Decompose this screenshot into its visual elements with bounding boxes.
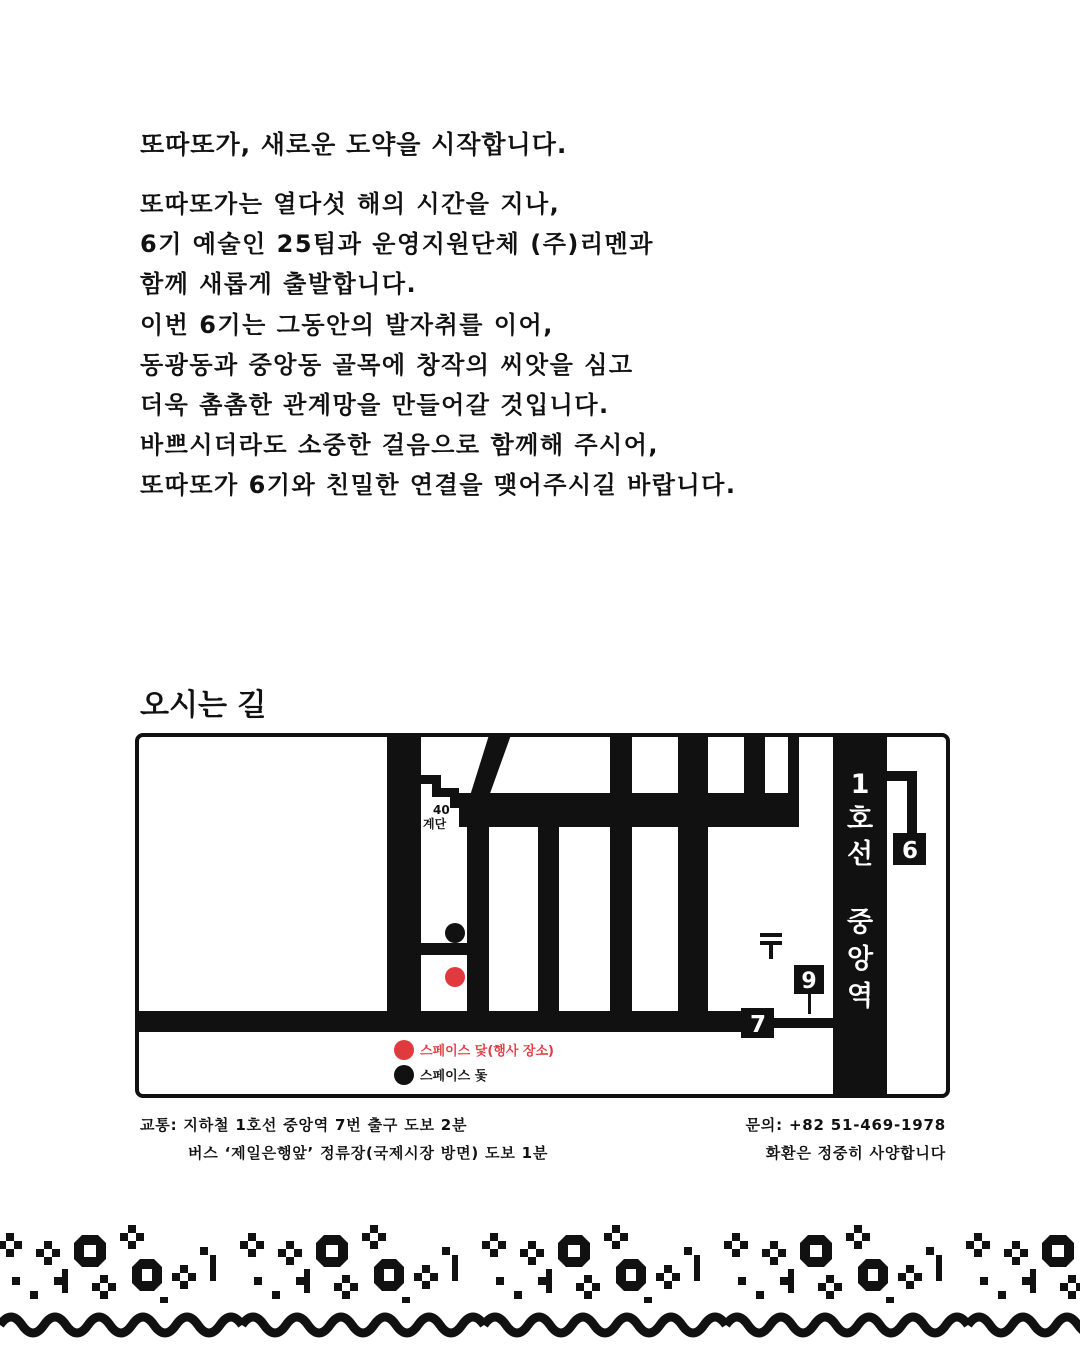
intro-line: 함께 새롭게 출발합니다. xyxy=(140,270,418,299)
contact-phone: +82 51-469-1978 xyxy=(788,1116,946,1134)
directions-title: 오시는 길 xyxy=(140,688,267,723)
exit-number: 9 xyxy=(801,969,817,994)
intro-line: 동광동과 중앙동 골목에 창작의 씨앗을 심고 xyxy=(140,350,634,379)
transport-info xyxy=(140,1111,548,1167)
station-name-char: 앙 xyxy=(846,944,874,975)
intro-line: 더욱 촘촘한 관계망을 만들어갈 것입니다. xyxy=(140,391,610,420)
transport-bus: 버스 ‘제일은행앞’ 정류장(국제시장 방면) 도보 1분 xyxy=(188,1144,549,1162)
station-name-char: 중 xyxy=(846,907,874,938)
intro-line: 이번 6기는 그동안의 발자취를 이어, xyxy=(140,310,554,339)
space-dot-marker xyxy=(445,923,465,943)
subway-line-char: 선 xyxy=(846,839,874,870)
legend-dot-red xyxy=(394,1040,414,1060)
intro-line: 또따또가 6기와 친밀한 연결을 맺어주시길 바랍니다. xyxy=(140,471,737,500)
intro-title: 또따또가, 새로운 도약을 시작합니다. xyxy=(140,130,568,159)
subway-line-char: 호 xyxy=(846,804,874,835)
stairs-label: 계단 xyxy=(423,817,447,831)
transport-label: 교통: xyxy=(140,1116,178,1134)
intro-line: 바쁘시더라도 소중한 걸음으로 함께해 주시어, xyxy=(140,431,660,460)
subway-line-char: 1 xyxy=(850,769,870,800)
intro-line: 또따또가는 열다섯 해의 시간을 지나, xyxy=(140,190,561,218)
legend-label: 스페이스 돛 xyxy=(420,1069,488,1084)
exit-badge-6 xyxy=(893,833,926,865)
contact-info xyxy=(746,1111,946,1167)
contact-note: 화환은 정중히 사양합니다 xyxy=(765,1144,946,1162)
contact-label: 문의: xyxy=(745,1116,783,1134)
traditional-pattern-border xyxy=(0,1225,1080,1350)
exit-badge-7 xyxy=(741,1008,774,1038)
legend-label: 스페이스 닻(행사 장소) xyxy=(420,1044,554,1059)
space-dat-marker xyxy=(445,967,465,987)
transport-subway: 지하철 1호선 중앙역 7번 출구 도보 2분 xyxy=(183,1116,468,1134)
exit-number: 7 xyxy=(749,1012,767,1038)
location-map xyxy=(135,733,950,1098)
station-name-char: 역 xyxy=(846,981,874,1012)
exit-number: 6 xyxy=(901,838,919,864)
intro-line: 6기 예술인 25팀과 운영지원단체 (주)리멘과 xyxy=(140,230,654,259)
legend-dot-black xyxy=(394,1065,414,1085)
stairs-number: 40 xyxy=(433,803,450,817)
intro-body xyxy=(140,184,940,506)
